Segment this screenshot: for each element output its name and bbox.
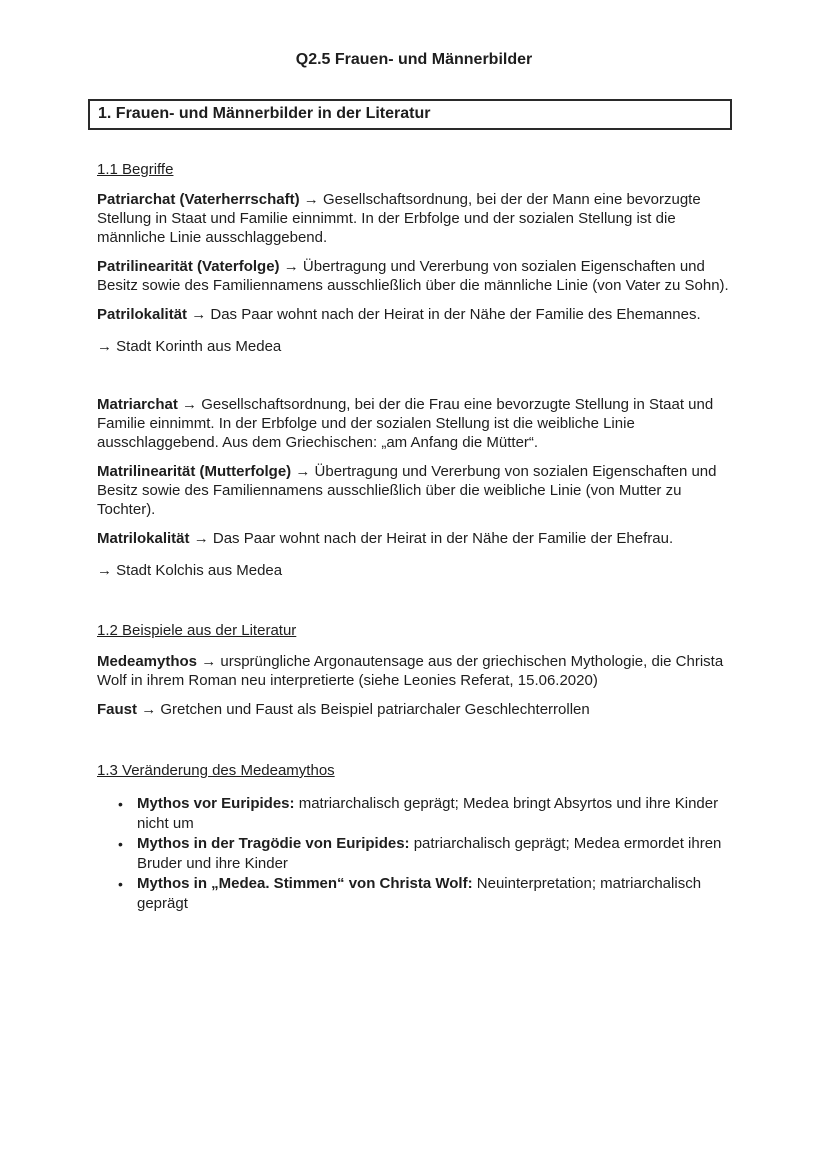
- list-item-text: [137, 874, 731, 914]
- note-kolchis: [97, 561, 731, 580]
- list-item-term: Mythos in „Medea. Stimmen“ von Christa Wolf:: [137, 875, 473, 892]
- bullet-icon: •: [118, 796, 123, 812]
- arrow-icon: →: [182, 396, 198, 413]
- boxed-heading: [88, 99, 732, 130]
- list-item-description: Neuinterpretation; matriarchalisch geprägt: [137, 875, 702, 912]
- note-korinth: [97, 337, 731, 356]
- definition-text: Übertragung und Vererbung von sozialen Eigenschaften und Besitz sowie des Familiennamens ausschließlich über die weibliche Linie (von Mutter zu Tochter).: [97, 463, 717, 518]
- arrow-icon: →: [97, 562, 112, 579]
- definition-term: Patrilokalität: [97, 306, 188, 323]
- definition-term: Matrilokalität: [97, 530, 190, 547]
- definition-matriarchat: [97, 395, 731, 452]
- section-heading-text: 1.3 Veränderung des Medeamythos: [97, 762, 335, 779]
- definition-text: Gesellschaftsordnung, bei der die Frau eine bevorzugte Stellung in Staat und Familie einnimmt. In der Erbfolge und der sozialen Stellung ist die weibliche Linie ausschlaggebend. Aus dem Griechischen: „am Anfang die Mütter“.: [97, 396, 714, 451]
- list-item-text: [137, 834, 731, 874]
- arrow-icon: →: [283, 258, 299, 275]
- definition-faust: [97, 700, 731, 719]
- arrow-icon: →: [303, 191, 319, 208]
- definition-term: Patriarchat (Vaterherrschaft): [97, 191, 300, 208]
- section-heading-begriffe: [97, 160, 731, 179]
- list-item-description: matriarchalisch geprägt; Medea bringt Absyrtos und ihre Kinder nicht um: [137, 795, 719, 832]
- definition-term: Faust: [97, 701, 138, 718]
- bullet-icon: •: [118, 836, 123, 852]
- definition-medeamythos: [97, 652, 731, 690]
- section-heading-text: 1.1 Begriffe: [97, 161, 174, 178]
- definition-patriarchat: [97, 190, 731, 247]
- definition-text: Übertragung und Vererbung von sozialen Eigenschaften und Besitz sowie des Familiennamens ausschließlich über die männliche Linie (von Vater zu Sohn).: [97, 258, 729, 294]
- document-content: [0, 50, 828, 914]
- definition-patrilokalitaet: [97, 305, 731, 324]
- list-item-term: Mythos vor Euripides:: [137, 795, 295, 812]
- list-item-mythos-christa-wolf: [97, 874, 731, 914]
- definition-matrilokalitaet: [97, 529, 731, 548]
- section-heading-beispiele: [97, 621, 731, 640]
- arrow-icon: →: [193, 530, 209, 547]
- boxed-heading-text: 1. Frauen- und Männerbilder in der Literatur: [98, 105, 431, 122]
- arrow-icon: →: [295, 463, 311, 480]
- blank-line: [97, 719, 731, 748]
- medeamythos-changes-list: [97, 794, 731, 914]
- arrow-icon: →: [191, 306, 207, 323]
- arrow-icon: →: [141, 701, 157, 718]
- definition-term: Matriarchat: [97, 396, 178, 413]
- definition-text: Gesellschaftsordnung, bei der der Mann eine bevorzugte Stellung in Staat und Familie einnimmt. In der Erbfolge und der sozialen Stellung ist die männliche Linie ausschlaggebend.: [97, 191, 701, 246]
- note-text: Stadt Kolchis aus Medea: [116, 562, 283, 579]
- definition-patrilinearitaet: [97, 257, 731, 295]
- definition-term: Patrilinearität (Vaterfolge): [97, 258, 280, 275]
- page-title: Q2.5 Frauen- und Männerbilder: [295, 51, 533, 68]
- definition-text: ursprüngliche Argonautensage aus der griechischen Mythologie, die Christa Wolf in ihrem Roman neu interpretierte (siehe Leonies Referat, 15.06.2020): [97, 653, 724, 689]
- list-item-mythos-vor-euripides: [97, 794, 731, 834]
- blank-line: [97, 356, 731, 385]
- definition-text: Gretchen und Faust als Beispiel patriarchaler Geschlechterrollen: [160, 701, 590, 718]
- definition-matrilinearitaet: [97, 462, 731, 519]
- definition-term: Medeamythos: [97, 653, 198, 670]
- list-item-mythos-euripides-tragoedie: [97, 834, 731, 874]
- list-item-description: patriarchalisch geprägt; Medea ermordet ihren Bruder und ihre Kinder: [137, 835, 722, 872]
- definition-text: Das Paar wohnt nach der Heirat in der Nähe der Familie der Ehefrau.: [212, 530, 674, 547]
- section-heading-veraenderung: [97, 761, 731, 780]
- section-heading-text: 1.2 Beispiele aus der Literatur: [97, 622, 297, 639]
- list-item-text: [137, 794, 731, 834]
- blank-line: [97, 580, 731, 609]
- arrow-icon: →: [97, 338, 112, 355]
- definition-text: Das Paar wohnt nach der Heirat in der Nähe der Familie des Ehemannes.: [210, 306, 701, 323]
- bullet-icon: •: [118, 876, 123, 892]
- definition-term: Matrilinearität (Mutterfolge): [97, 463, 292, 480]
- list-item-term: Mythos in der Tragödie von Euripides:: [137, 835, 410, 852]
- note-text: Stadt Korinth aus Medea: [116, 338, 282, 355]
- arrow-icon: →: [201, 653, 217, 670]
